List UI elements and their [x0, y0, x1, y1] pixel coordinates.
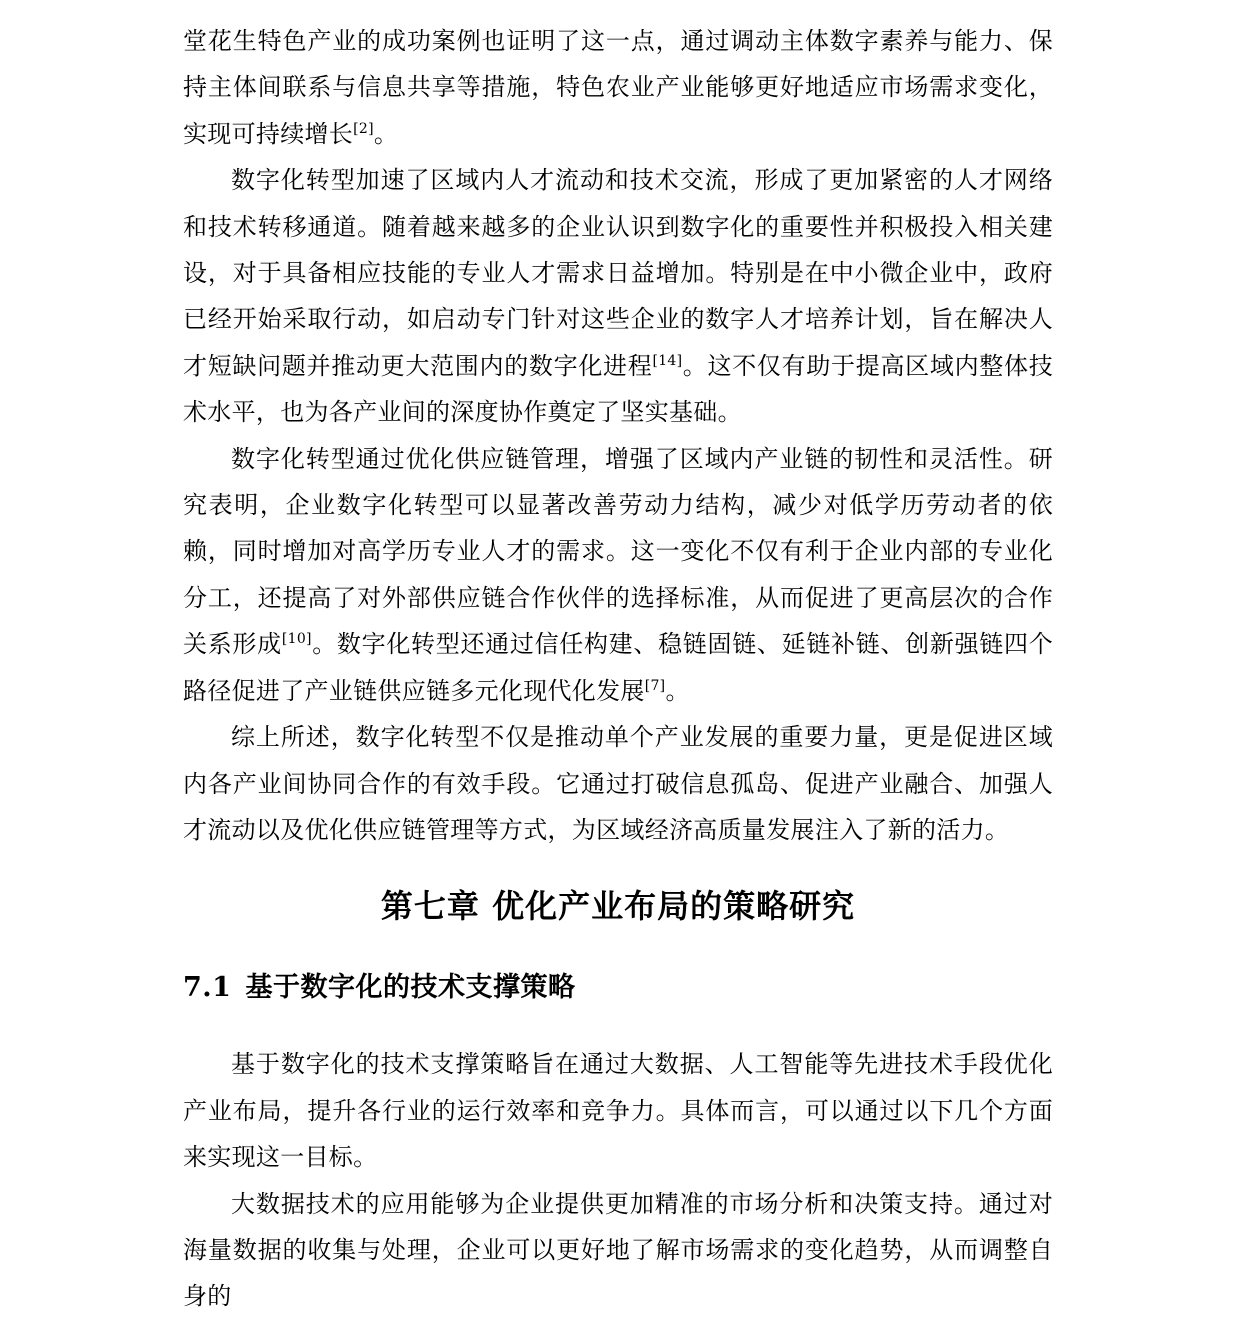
paragraph-text: 。 [373, 119, 399, 148]
citation-ref: [7] [644, 677, 666, 694]
paragraph-text: 基于数字化的技术支撑策略旨在通过大数据、人工智能等先进技术手段优化产业布局，提升各行业的运行效率和竞争力。具体而言，可以通过以下几个方面来实现这一目标。 [183, 1050, 1053, 1172]
paragraph-text: 数字化转型通过优化供应链管理，增强了区域内产业链的韧性和灵活性。研究表明，企业数字化转型可以显著改善劳动力结构，减少对低学历劳动者的依赖，同时增加对高学历专业人才的需求。这一变化不仅有利于企业内部的专业化分工，还提高了对外部供应链合作伙伴的选择标准，从而促进了更高层次的合作关系形成 [183, 444, 1053, 659]
paragraph-text: 。数字化转型还通过信任构建、稳链固链、延链补链、创新强链四个路径促进了产业链供应链多元化现代化发展 [183, 630, 1054, 705]
paragraph-text: 。这不仅有助于提高区域内整体技术水平，也为各产业间的深度协作奠定了坚实基础。 [183, 351, 1053, 427]
paragraph-text: 大数据技术的应用能够为企业提供更加精准的市场分析和决策支持。通过对海量数据的收集与处理，企业可以更好地了解市场需求的变化趋势，从而调整自身的 [183, 1189, 1053, 1311]
citation-ref: [10] [281, 631, 312, 648]
chapter-title: 第七章 优化产业布局的策略研究 [380, 887, 856, 926]
paragraph-text: 综上所述，数字化转型不仅是推动单个产业发展的重要力量，更是促进区域内各产业间协同合作的有效手段。它通过打破信息孤岛、促进产业融合、加强人才流动以及优化供应链管理等方式，为区域经济高质量发展注入了新的活力。 [183, 723, 1053, 844]
paragraph [183, 1041, 1053, 1180]
citation-ref: [14] [652, 352, 683, 369]
paragraph [183, 157, 1053, 435]
paragraph [183, 436, 1053, 714]
body-text-before-chapter [183, 18, 1053, 853]
document-page [183, 18, 1053, 1320]
section-heading [183, 951, 1053, 1041]
paragraph-text: 堂花生特色产业的成功案例也证明了这一点，通过调动主体数字素养与能力、保持主体间联系与信息共享等措施，特色农业产业能够更好地适应市场需求变化，实现可持续增长 [183, 27, 1053, 148]
paragraph [183, 18, 1053, 157]
paragraph-text: 。 [665, 676, 690, 705]
paragraph [183, 1181, 1053, 1320]
paragraph [183, 714, 1053, 853]
paragraph-text: 数字化转型加速了区域内人才流动和技术交流，形成了更加紧密的人才网络和技术转移通道。随着越来越多的企业认识到数字化的重要性并积极投入相关建设，对于具备相应技能的专业人才需求日益增加。特别是在中小微企业中，政府已经开始采取行动，如启动专门针对这些企业的数字人才培养计划，旨在解决人才短缺问题并推动更大范围内的数字化进程 [183, 166, 1053, 380]
section-number: 7.1 [183, 972, 232, 1004]
body-text-section-7-1 [183, 1041, 1053, 1319]
section-title-text: 基于数字化的技术支撑策略 [245, 972, 576, 1004]
citation-ref: [2] [353, 120, 374, 137]
